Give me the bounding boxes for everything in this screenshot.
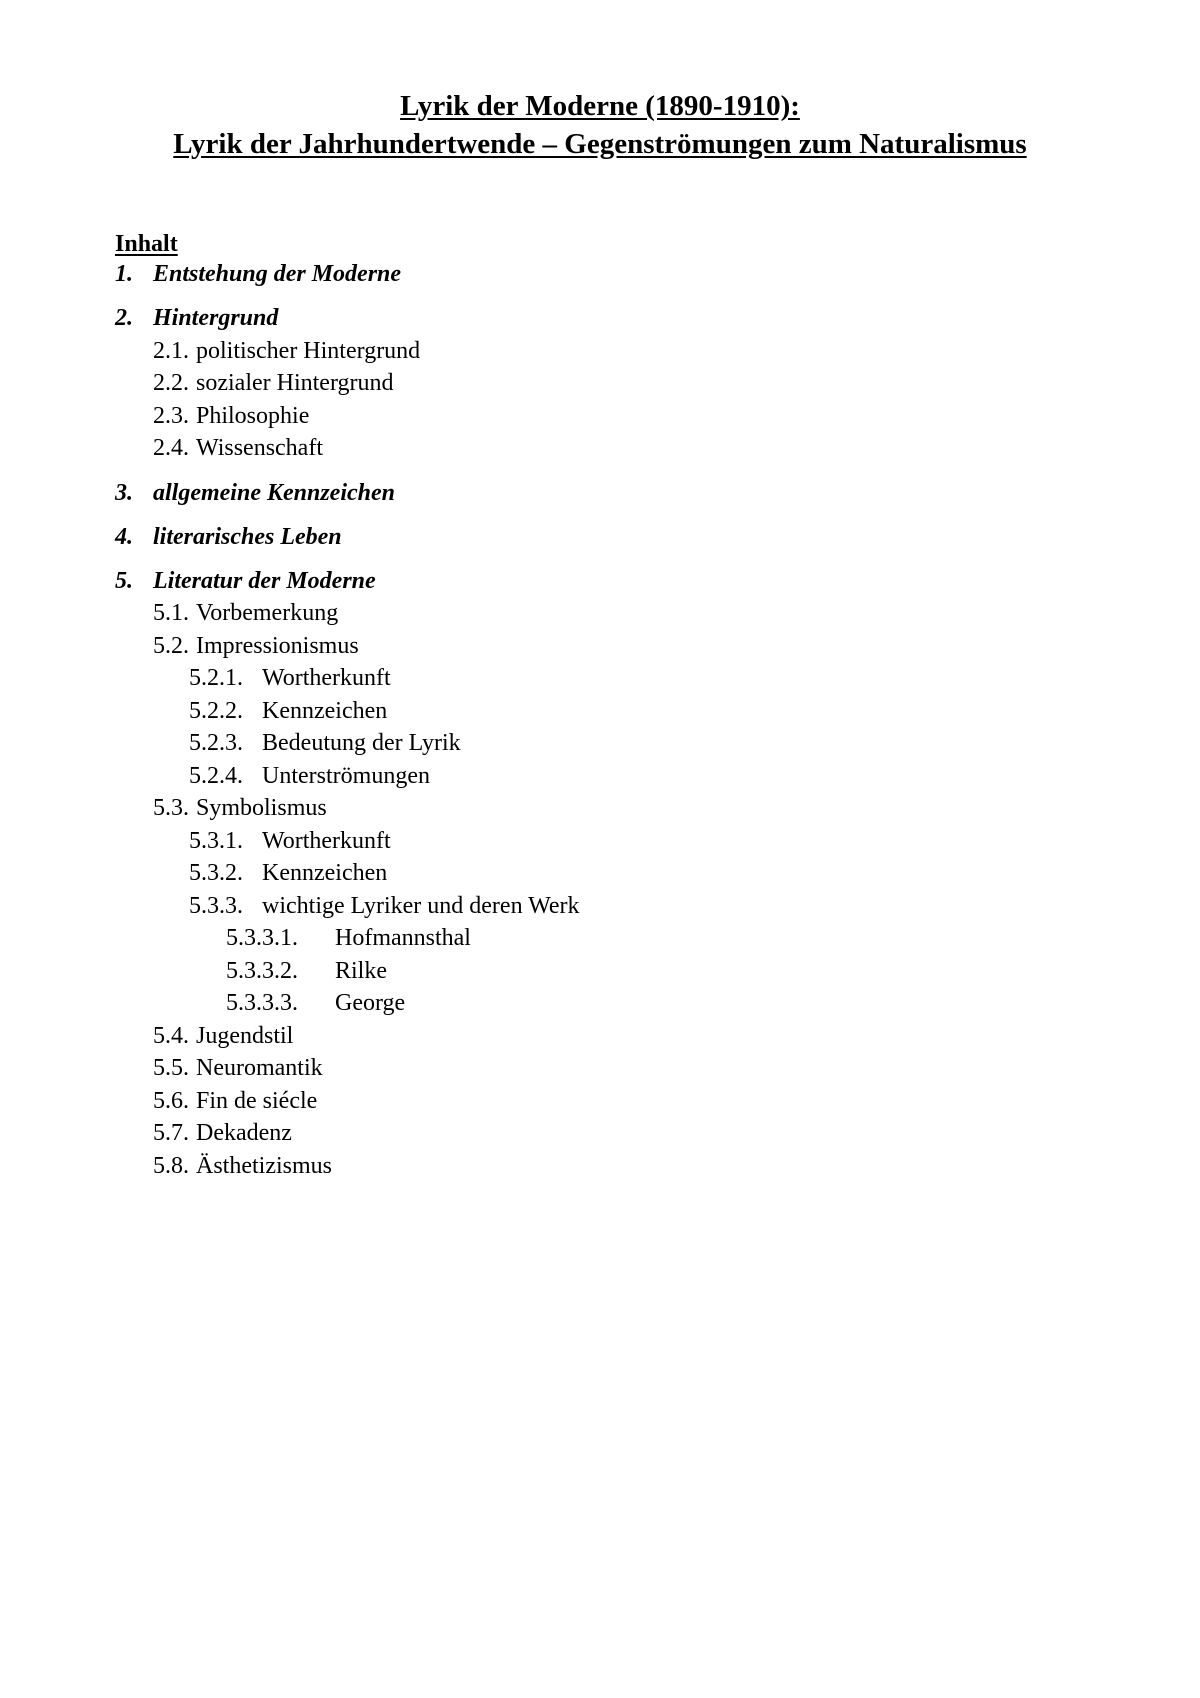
toc-entry (0, 1119, 1200, 1147)
toc-entry-text: Hofmannsthal (335, 925, 471, 951)
toc-entry-text: Ästhetizismus (196, 1153, 332, 1179)
toc-entry-number: 5.3.3.3. (226, 990, 298, 1016)
toc-entry-number: 5.2.1. (189, 665, 243, 691)
toc-entry-number: 5.3.2. (189, 860, 243, 886)
toc-entry-number: 5.2. (153, 633, 189, 659)
toc-entry-text: Entstehung der Moderne (153, 261, 402, 287)
toc-entry-text: Neuromantik (196, 1055, 323, 1081)
toc-entry-text: Literatur der Moderne (153, 568, 376, 594)
toc-entry (0, 402, 1200, 430)
toc-entry-text: Unterströmungen (262, 763, 430, 789)
toc-entry-text: Philosophie (196, 403, 310, 429)
toc-entry (0, 957, 1200, 985)
toc-entry-text: Fin de siécle (196, 1088, 318, 1114)
toc-entry (0, 260, 1200, 288)
toc-entry-text: Wissenschaft (196, 435, 323, 461)
toc-entry (0, 337, 1200, 365)
toc-entry-number: 2.2. (153, 370, 189, 396)
toc-entry-text: Rilke (335, 958, 387, 984)
toc-entry (0, 434, 1200, 462)
toc-entry-number: 5.7. (153, 1120, 189, 1146)
toc-entry (0, 989, 1200, 1017)
toc-entry-text: Wortherkunft (262, 665, 391, 691)
toc-entry-text: Symbolismus (196, 795, 327, 821)
toc-entry-number: 5.3.3. (189, 893, 243, 919)
toc-entry-text: literarisches Leben (153, 524, 342, 550)
toc-entry (0, 567, 1200, 595)
toc-entry (0, 729, 1200, 757)
toc-entry (0, 479, 1200, 507)
toc-entry (0, 1152, 1200, 1180)
toc-entry (0, 523, 1200, 551)
toc-entry-number: 5.1. (153, 600, 189, 626)
toc-entry-text: Wortherkunft (262, 828, 391, 854)
toc-entry-text: Bedeutung der Lyrik (262, 730, 461, 756)
toc-entry-text: Kennzeichen (262, 860, 388, 886)
toc-entry-number: 5.6. (153, 1088, 189, 1114)
toc-entry (0, 827, 1200, 855)
toc-entry-text: Vorbemerkung (196, 600, 339, 626)
toc-entry (0, 794, 1200, 822)
toc-entry-text: Impressionismus (196, 633, 359, 659)
toc-entry (0, 632, 1200, 660)
toc-entry (0, 697, 1200, 725)
toc-entry-number: 5.3. (153, 795, 189, 821)
toc-entry-number: 4. (115, 524, 133, 550)
toc-entry-text: allgemeine Kennzeichen (153, 480, 395, 506)
toc-entry-number: 5.2.4. (189, 763, 243, 789)
toc-entry-number: 5.2.2. (189, 698, 243, 724)
toc-entry (0, 892, 1200, 920)
toc-entry-number: 2.1. (153, 338, 189, 364)
toc-entry-number: 5.8. (153, 1153, 189, 1179)
toc-entry (0, 664, 1200, 692)
toc-entry-number: 5.4. (153, 1023, 189, 1049)
toc-entry-number: 2. (115, 305, 133, 331)
toc-entry-text: Kennzeichen (262, 698, 388, 724)
toc-heading: Inhalt (115, 231, 178, 257)
toc-entry (0, 304, 1200, 332)
toc-entry (0, 924, 1200, 952)
toc-entry (0, 1054, 1200, 1082)
toc-entry-number: 5.3.3.1. (226, 925, 298, 951)
toc-entry-number: 5.2.3. (189, 730, 243, 756)
toc-entry-number: 2.3. (153, 403, 189, 429)
toc-entry-number: 2.4. (153, 435, 189, 461)
toc-entry-number: 3. (115, 480, 133, 506)
toc-entry-text: politischer Hintergrund (196, 338, 421, 364)
document-title-line-1: Lyrik der Moderne (1890-1910): (400, 90, 800, 122)
toc-entry-text: Hintergrund (153, 305, 279, 331)
toc-entry-number: 5. (115, 568, 133, 594)
toc-entry (0, 859, 1200, 887)
toc-entry-number: 5.3.3.2. (226, 958, 298, 984)
toc-entry-text: Jugendstil (196, 1023, 294, 1049)
toc-entry-text: sozialer Hintergrund (196, 370, 394, 396)
toc-entry-number: 1. (115, 261, 133, 287)
toc-entry-text: George (335, 990, 406, 1016)
toc-entry-number: 5.5. (153, 1055, 189, 1081)
toc-entry (0, 1087, 1200, 1115)
toc-entry (0, 1022, 1200, 1050)
toc-entry-text: Dekadenz (196, 1120, 292, 1146)
toc-entry-text: wichtige Lyriker und deren Werk (262, 893, 580, 919)
toc-entry-number: 5.3.1. (189, 828, 243, 854)
toc-entry (0, 599, 1200, 627)
toc-entry (0, 762, 1200, 790)
document-title-line-2: Lyrik der Jahrhundertwende – Gegenströmungen zum Naturalismus (173, 128, 1027, 160)
toc-entry (0, 369, 1200, 397)
